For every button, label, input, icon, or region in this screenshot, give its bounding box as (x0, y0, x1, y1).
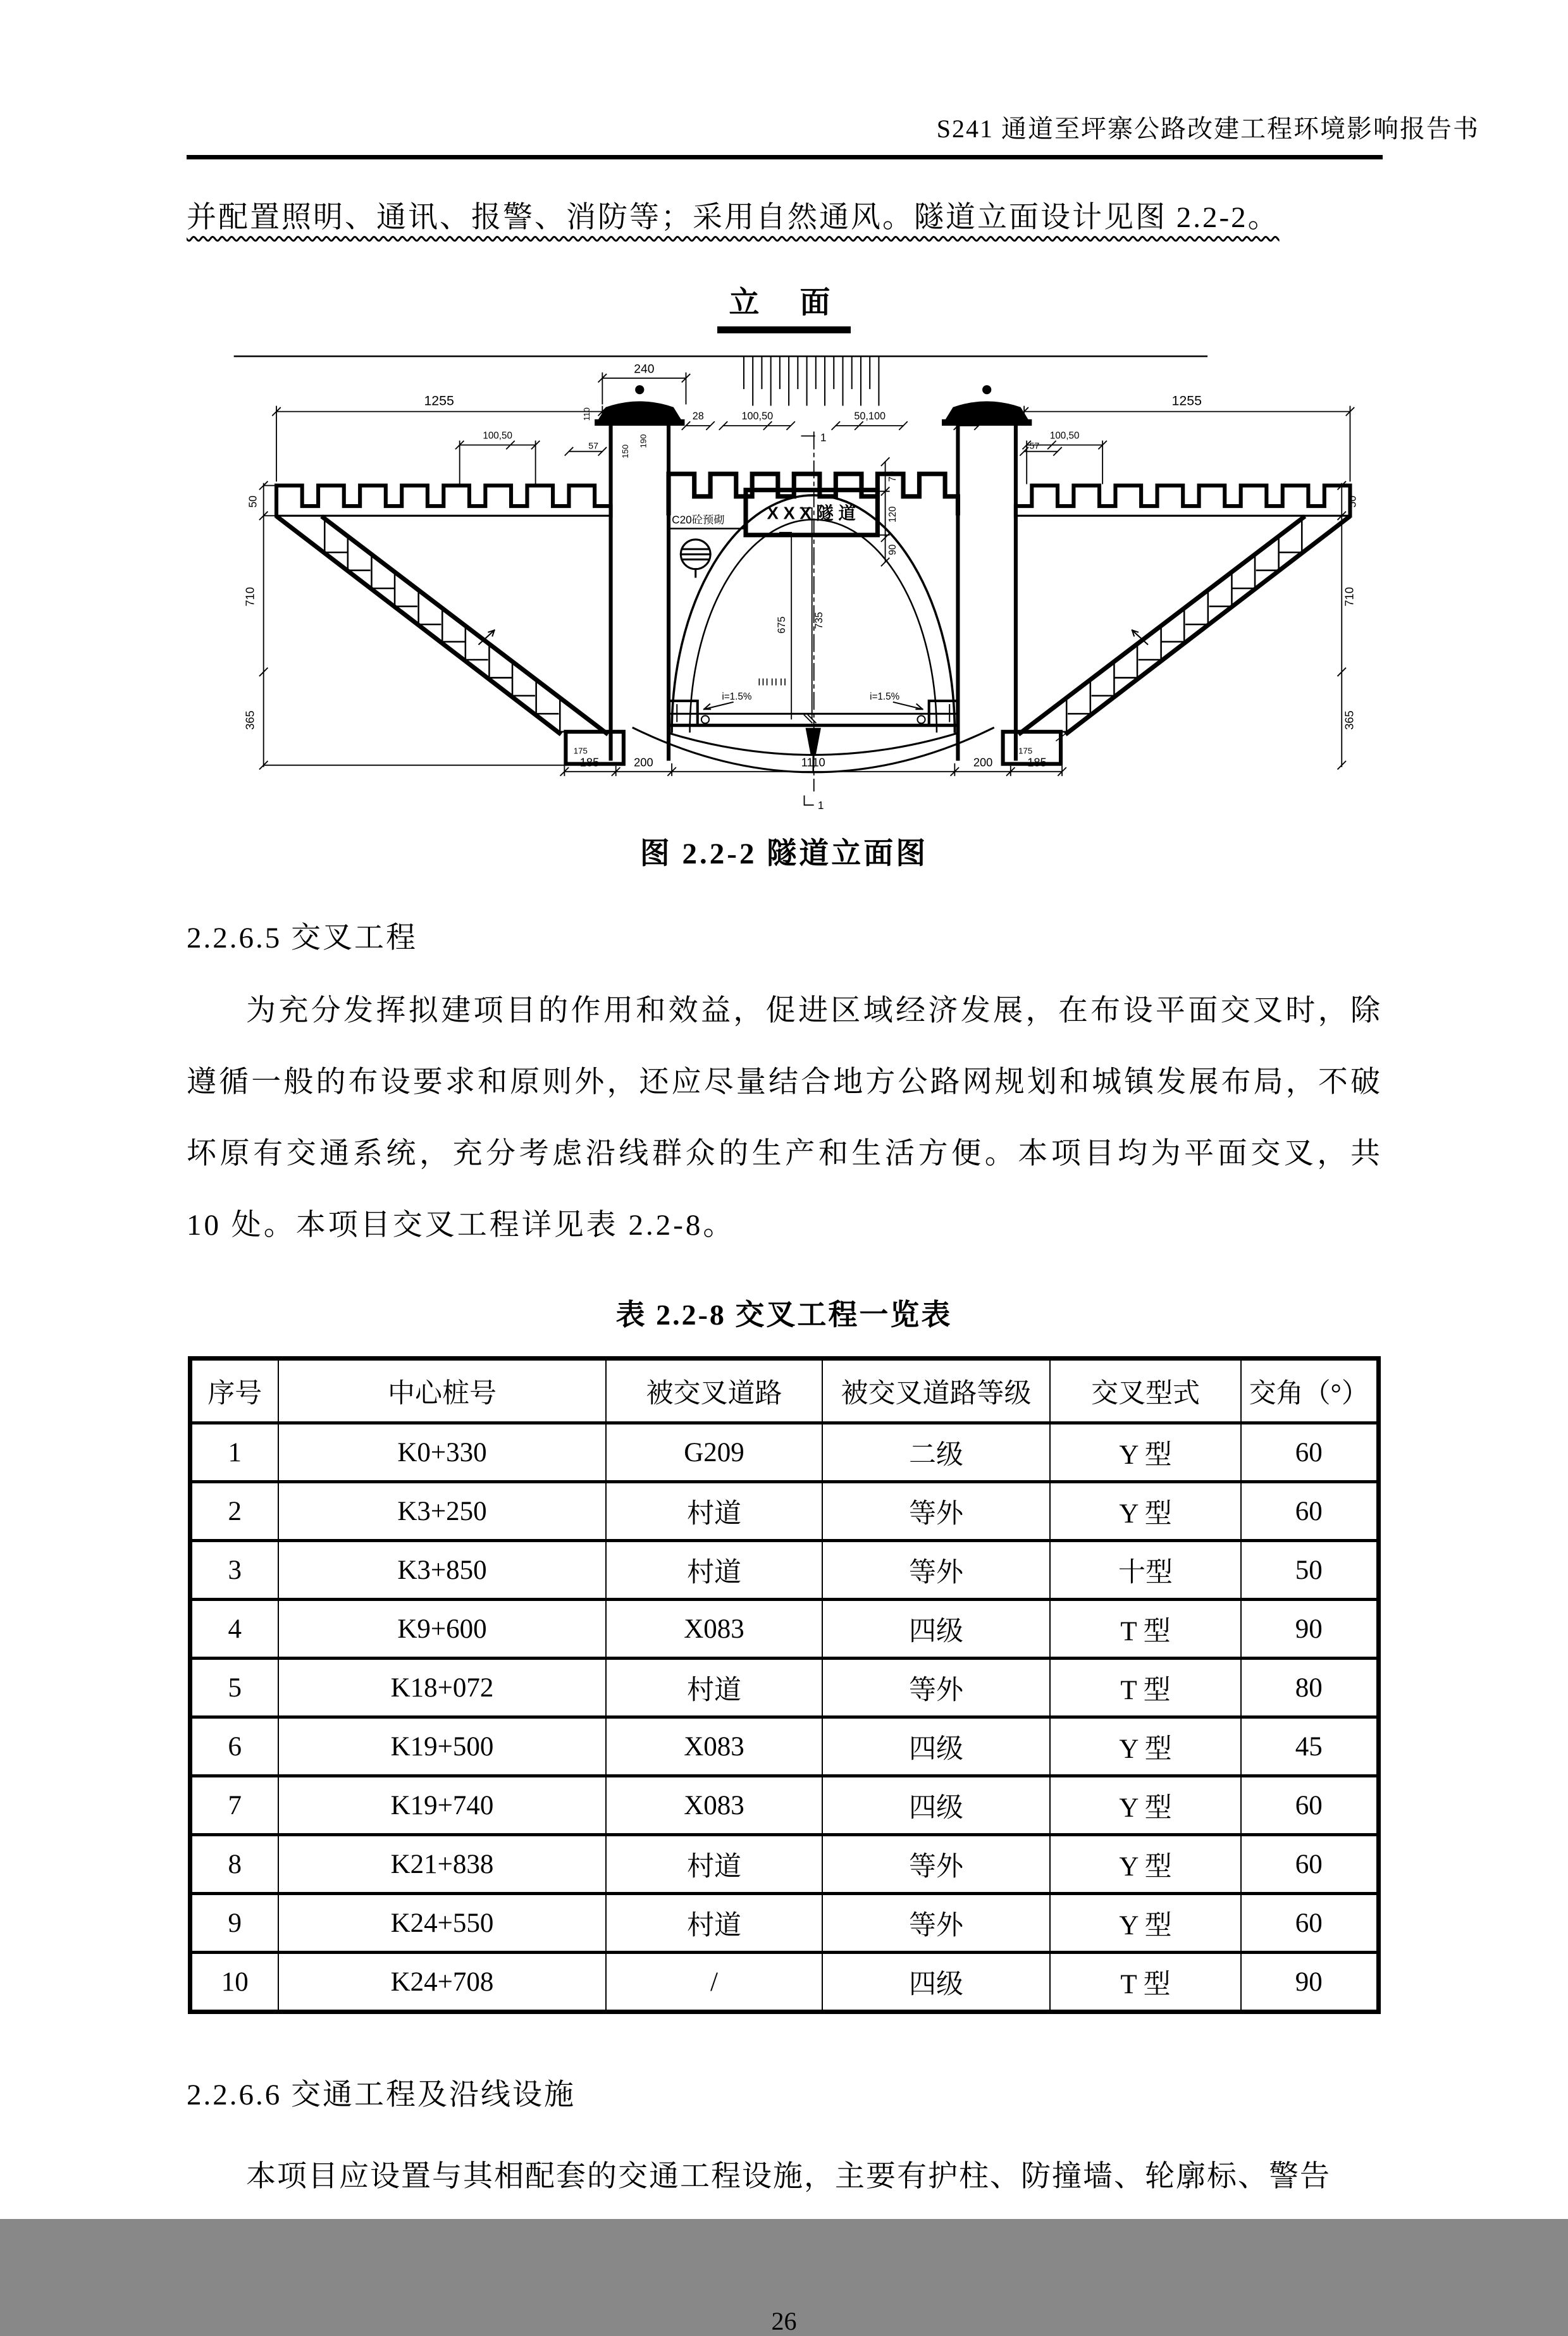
cell: K9+600 (278, 1600, 606, 1659)
dim-50-100-center: 50,100 (853, 410, 886, 422)
page-number: 26 (771, 2307, 797, 2335)
right-parapet (1015, 486, 1350, 516)
cell: G209 (606, 1423, 822, 1482)
dim-100-50-center: 100,50 (741, 410, 773, 422)
dim-185-right: 185 (1027, 755, 1047, 769)
cell: 等外 (822, 1541, 1050, 1600)
center-drain (805, 728, 820, 755)
table-row (190, 1953, 1378, 2012)
dim-110-rot: 110 (581, 407, 591, 421)
cell: 50 (1241, 1541, 1378, 1600)
cell: 6 (190, 1717, 278, 1776)
cell: 四级 (822, 1717, 1050, 1776)
cell: 60 (1241, 1423, 1378, 1482)
dim-70: 70 (887, 471, 898, 482)
section-2266-paragraph: 本项目应设置与其相配套的交通工程设施，主要有护柱、防撞墙、轮廓标、警告 (246, 2160, 1331, 2193)
cell: 2 (190, 1482, 278, 1541)
illegible-road-note (759, 679, 785, 684)
cell: 村道 (606, 1835, 822, 1894)
dim-20: 20 (962, 410, 974, 422)
cell: 90 (1241, 1953, 1378, 2012)
dim-710-right: 710 (1342, 587, 1356, 607)
intro-paragraph: 并配置照明、通讯、报警、消防等；采用自然通风。隧道立面设计见图 2.2-2。 (187, 201, 1280, 234)
drawing-title: 立 面 (717, 278, 850, 333)
dim-50-left: 50 (246, 495, 259, 508)
section-heading-2266: 2.2.6.6 交通工程及沿线设施 (187, 2079, 576, 2111)
cell: K3+250 (278, 1482, 606, 1541)
table-header-row (190, 1359, 1378, 1423)
hatch-ticks (743, 357, 878, 405)
cell: 60 (1241, 1835, 1378, 1894)
dim-185-left: 185 (579, 755, 599, 769)
cell: 等外 (822, 1835, 1050, 1894)
cell: 等外 (822, 1659, 1050, 1717)
col-header-index: 序号 (190, 1359, 278, 1423)
dim-100-50-right: 100,50 (1049, 430, 1079, 442)
table-row (190, 1659, 1378, 1717)
cell: K19+740 (278, 1776, 606, 1835)
col-header-station: 中心桩号 (278, 1359, 606, 1423)
cell: Y 型 (1050, 1482, 1241, 1541)
cell: 10 (190, 1953, 278, 2012)
section-mark-top: 1 (820, 431, 827, 444)
dim-365-left: 365 (242, 710, 256, 730)
dim-50-right: 50 (1345, 495, 1359, 508)
cell: T 型 (1050, 1659, 1241, 1717)
cell: T 型 (1050, 1600, 1241, 1659)
dim-span-left: 1255 (423, 393, 454, 409)
cell: K24+550 (278, 1894, 606, 1953)
cell: Y 型 (1050, 1776, 1241, 1835)
table-row (190, 1423, 1378, 1482)
dim-710-left: 710 (242, 587, 256, 607)
cell: 1 (190, 1423, 278, 1482)
cell: K3+850 (278, 1541, 606, 1600)
tunnel-elevation-drawing (209, 347, 1360, 820)
figure-caption: 图 2.2-2 隧道立面图 (639, 837, 929, 870)
dim-1110: 1110 (801, 755, 825, 769)
plaque-text: X X X 隧 道 (767, 503, 856, 523)
left-wing-wall (278, 517, 606, 733)
cell: 3 (190, 1541, 278, 1600)
cell: 5 (190, 1659, 278, 1717)
dim-cap-width: 240 (633, 362, 655, 376)
cell: Y 型 (1050, 1894, 1241, 1953)
cell: K18+072 (278, 1659, 606, 1717)
elevation-svg (209, 347, 1360, 817)
col-header-crossed-road: 被交叉道路 (606, 1359, 822, 1423)
cell: X083 (606, 1776, 822, 1835)
dim-120: 120 (887, 506, 898, 522)
dim-200-left: 200 (633, 755, 653, 769)
table-row (190, 1717, 1378, 1776)
cell: 村道 (606, 1659, 822, 1717)
cell: 8 (190, 1835, 278, 1894)
cell: 4 (190, 1600, 278, 1659)
cell: 7 (190, 1776, 278, 1835)
cell: 9 (190, 1894, 278, 1953)
material-note: C20砼预砌 (671, 513, 725, 526)
cell: Y 型 (1050, 1717, 1241, 1776)
cell: 等外 (822, 1482, 1050, 1541)
cell: 60 (1241, 1482, 1378, 1541)
dim-675: 675 (775, 616, 787, 634)
right-slope-arrow (893, 702, 922, 709)
dim-175-left: 175 (573, 746, 588, 756)
dim-150-rot: 150 (620, 444, 630, 459)
table-row (190, 1835, 1378, 1894)
cell: 四级 (822, 1776, 1050, 1835)
dim-190-rot: 190 (638, 434, 648, 448)
cell: 80 (1241, 1659, 1378, 1717)
dim-span-right: 1255 (1171, 393, 1202, 409)
cell: 村道 (606, 1894, 822, 1953)
slope-label-left: i=1.5% (721, 691, 751, 703)
cell: 60 (1241, 1776, 1378, 1835)
dim-200-right: 200 (973, 755, 992, 769)
dim-365-right: 365 (1342, 710, 1356, 730)
section-heading-2265: 2.2.6.5 交叉工程 (187, 922, 417, 955)
dim-100-50-left: 100,50 (482, 430, 512, 442)
dim-28: 28 (692, 410, 704, 422)
cell: 四级 (822, 1953, 1050, 2012)
cell: 等外 (822, 1894, 1050, 1953)
cell: K24+708 (278, 1953, 606, 2012)
col-header-cross-type: 交叉型式 (1050, 1359, 1241, 1423)
intersection-table (188, 1356, 1381, 2014)
table-row (190, 1482, 1378, 1541)
cell: T 型 (1050, 1953, 1241, 2012)
dim-175-right: 175 (1018, 746, 1032, 756)
col-header-angle: 交角（°） (1241, 1359, 1378, 1423)
dim-57-right: 57 (1028, 441, 1039, 452)
cell: Y 型 (1050, 1835, 1241, 1894)
drawing-title-wrap (0, 278, 1568, 333)
section-mark-bottom: 1 (817, 798, 824, 812)
cell: K21+838 (278, 1835, 606, 1894)
right-wing-wall (1020, 517, 1348, 741)
cell: 90 (1241, 1600, 1378, 1659)
cell: 十型 (1050, 1541, 1241, 1600)
table-row (190, 1600, 1378, 1659)
dim-90: 90 (887, 544, 898, 555)
cell: 45 (1241, 1717, 1378, 1776)
cell: 村道 (606, 1482, 822, 1541)
dimension-lines (259, 373, 1354, 805)
table-row (190, 1894, 1378, 1953)
col-header-road-grade: 被交叉道路等级 (822, 1359, 1050, 1423)
page-header-title: S241 通道至坪寨公路改建工程环境影响报告书 (936, 114, 1479, 143)
slope-label-right: i=1.5% (869, 691, 899, 703)
table-row (190, 1541, 1378, 1600)
dim-735: 735 (813, 612, 825, 629)
cell: 四级 (822, 1600, 1050, 1659)
cell: 60 (1241, 1894, 1378, 1953)
cell: Y 型 (1050, 1423, 1241, 1482)
left-slope-arrow (703, 702, 732, 709)
table-row (190, 1776, 1378, 1835)
dimension-labels (243, 363, 1358, 812)
right-tower (942, 385, 1032, 759)
cell: K0+330 (278, 1423, 606, 1482)
header-rule (187, 155, 1383, 159)
cell: X083 (606, 1717, 822, 1776)
left-parapet (276, 486, 611, 516)
section-2265-paragraph: 为充分发挥拟建项目的作用和效益，促进区域经济发展，在布设平面交叉时，除遵循一般的布设要求和原则外，还应尽量结合地方公路网规划和城镇发展布局，不破坏原有交通系统，充分考虑沿线群众的生产和生活方便。本项目均为平面交叉，共 10 处。本项目交叉工程详见表 2.2-8。 (187, 994, 1383, 1242)
cell: X083 (606, 1600, 822, 1659)
cell: K19+500 (278, 1717, 606, 1776)
dim-57-left: 57 (588, 441, 598, 452)
cell: 二级 (822, 1423, 1050, 1482)
cell: / (606, 1953, 822, 2012)
cell: 村道 (606, 1541, 822, 1600)
table-caption: 表 2.2-8 交叉工程一览表 (615, 1299, 953, 1331)
